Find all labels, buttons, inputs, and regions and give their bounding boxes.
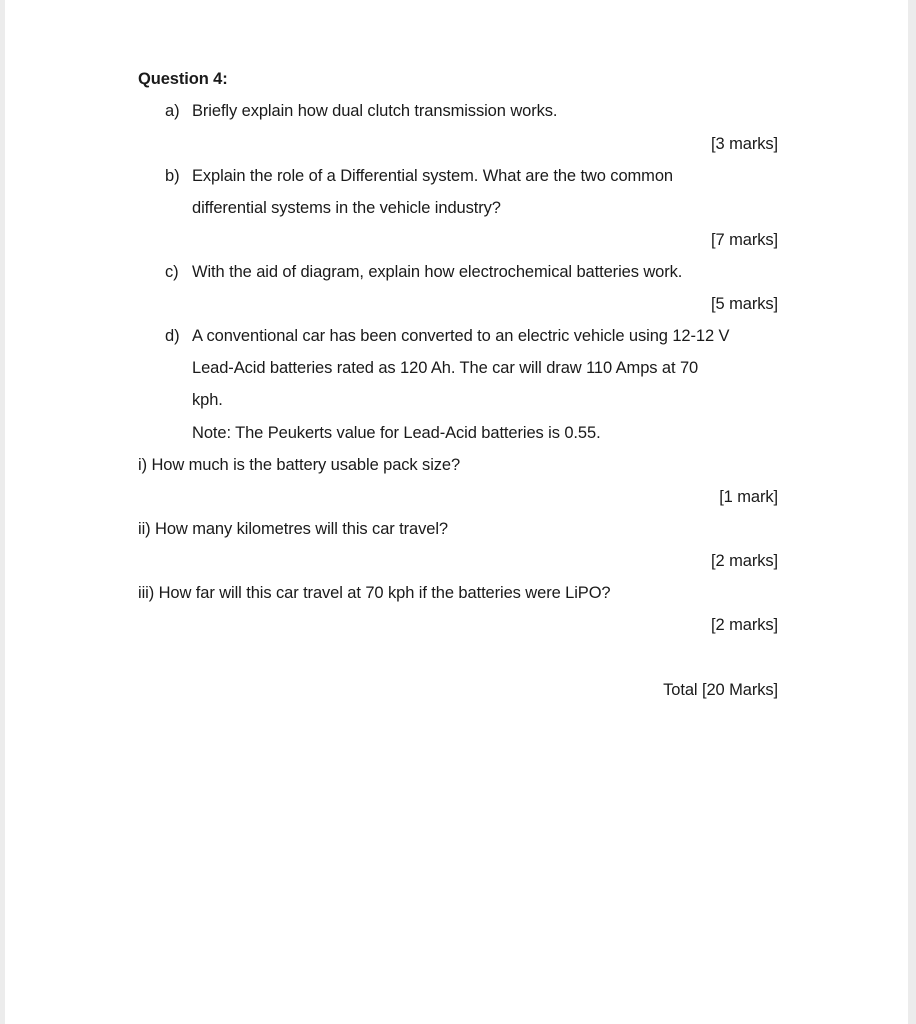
subpart-i-marks: [1 mark] <box>719 488 778 506</box>
part-c <box>165 262 682 282</box>
part-b-label: b) <box>165 167 180 185</box>
part-d-text-line2: Lead-Acid batteries rated as 120 Ah. The car will draw 110 Amps at 70 <box>192 359 699 377</box>
part-b <box>165 166 673 186</box>
part-b-marks: [7 marks] <box>711 231 778 249</box>
part-d-label: d) <box>165 327 180 345</box>
document-page <box>5 0 908 1024</box>
subpart-iii-marks: [2 marks] <box>711 616 778 634</box>
part-c-label: c) <box>165 263 179 281</box>
part-c-marks: [5 marks] <box>711 295 778 313</box>
part-a-label: a) <box>165 102 180 120</box>
part-d-text-line1: A conventional car has been converted to an electric vehicle using 12-12 V <box>192 327 730 345</box>
total-marks: Total [20 Marks] <box>663 681 778 699</box>
part-b-text-line2: differential systems in the vehicle industry? <box>192 199 501 217</box>
subpart-iii: iii) How far will this car travel at 70 kph if the batteries were LiPO? <box>138 584 611 602</box>
part-d-text-line3: kph. <box>192 391 223 409</box>
part-c-text: With the aid of diagram, explain how electrochemical batteries work. <box>192 263 683 281</box>
part-b-text-line1: Explain the role of a Differential system. What are the two common <box>192 167 673 185</box>
part-a <box>165 101 557 121</box>
part-d-note: Note: The Peukerts value for Lead-Acid batteries is 0.55. <box>192 424 601 442</box>
subpart-ii: ii) How many kilometres will this car travel? <box>138 520 448 538</box>
part-a-marks: [3 marks] <box>711 135 778 153</box>
part-d <box>165 326 729 346</box>
part-a-text: Briefly explain how dual clutch transmission works. <box>192 102 558 120</box>
subpart-i: i) How much is the battery usable pack size? <box>138 456 461 474</box>
subpart-ii-marks: [2 marks] <box>711 552 778 570</box>
question-title: Question 4: <box>138 70 228 88</box>
